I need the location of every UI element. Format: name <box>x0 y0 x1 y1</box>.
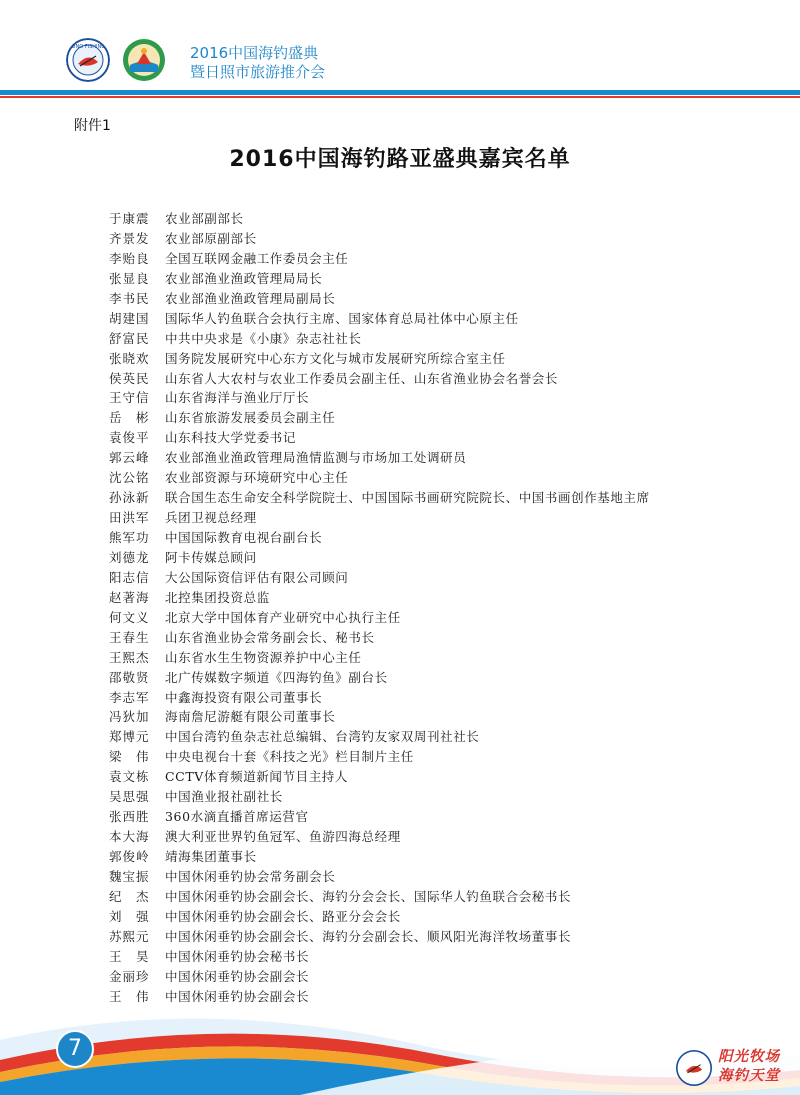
guest-row <box>109 847 749 867</box>
guest-title: 海南詹尼游艇有限公司董事长 <box>165 709 336 725</box>
guest-title: 靖海集团董事长 <box>165 849 257 864</box>
guest-title: 中国休闲垂钓协会副会长 <box>165 968 310 984</box>
guest-name: 吴思强 <box>109 789 150 805</box>
guest-title: 中国休闲垂钓协会秘书长 <box>165 948 310 964</box>
guest-title: 中国渔业报社副社长 <box>165 789 283 805</box>
guest-name: 冯狄加 <box>109 709 150 725</box>
guest-row <box>109 967 749 987</box>
guest-title: 国际华人钓鱼联合会执行主席、国家体育总局社体中心原主任 <box>165 310 519 326</box>
guest-row <box>109 827 749 847</box>
guest-title: 大公国际资信评估有限公司顾问 <box>165 569 349 585</box>
guest-title: 农业部资源与环境研究中心主任 <box>165 470 349 486</box>
guest-row <box>109 688 749 708</box>
page-header <box>0 0 800 96</box>
guest-row <box>109 229 749 249</box>
guest-title: 中鑫海投资有限公司董事长 <box>165 689 323 705</box>
guest-title: 中国休闲垂钓协会副会长、海钓分会会长、国际华人钓鱼联合会秘书长 <box>165 888 572 904</box>
guest-name: 刘 强 <box>109 908 150 924</box>
guest-title: 澳大利亚世界钓鱼冠军、鱼游四海总经理 <box>165 829 401 845</box>
guest-name: 王 昊 <box>109 948 150 964</box>
guest-name: 王熙杰 <box>109 649 150 665</box>
guest-row <box>109 448 749 468</box>
guest-name: 刘德龙 <box>109 549 150 565</box>
guest-name: 李贻良 <box>109 250 150 266</box>
guest-title: 农业部原副部长 <box>165 230 257 246</box>
guest-title: CCTV体育频道新闻节目主持人 <box>165 769 348 785</box>
guest-title: 中共中央求是《小康》杂志社社长 <box>165 330 362 346</box>
guest-row <box>109 528 749 548</box>
guest-title: 全国互联网金融工作委员会主任 <box>165 250 349 266</box>
guest-name: 李书民 <box>109 290 150 306</box>
guest-title: 360水滴直播首席运营官 <box>165 809 309 825</box>
guest-name: 张显良 <box>109 270 150 286</box>
guest-title: 农业部渔业渔政管理局副局长 <box>165 290 336 306</box>
guest-name: 纪 杰 <box>109 888 150 904</box>
guest-row <box>109 887 749 907</box>
guest-title: 中国台湾钓鱼杂志社总编辑、台湾钓友家双周刊社社长 <box>165 729 480 745</box>
header-divider-blue <box>0 90 800 95</box>
sino-fishing-logo <box>66 38 110 82</box>
guest-row <box>109 727 749 747</box>
document-title: 2016中国海钓路亚盛典嘉宾名单 <box>229 147 571 172</box>
guest-name: 魏宝振 <box>109 868 150 884</box>
header-divider-red <box>0 96 800 98</box>
guest-row <box>109 648 749 668</box>
guest-row <box>109 408 749 428</box>
guest-title: 北京大学中国体育产业研究中心执行主任 <box>165 609 401 625</box>
logo-text: SINO FISHING <box>70 44 106 50</box>
guest-title: 联合国生态生命安全科学院院士、中国国际书画研究院院长、中国书画创作基地主席 <box>165 490 650 506</box>
guest-title: 山东省海洋与渔业厅厅长 <box>165 390 310 406</box>
page-number-badge: 7 <box>56 1030 94 1068</box>
guest-name: 袁俊平 <box>109 430 150 446</box>
guest-title: 中央电视台十套《科技之光》栏目制片主任 <box>165 749 414 765</box>
guest-name: 田洪军 <box>109 510 150 526</box>
guest-name: 张西胜 <box>109 809 150 825</box>
guest-row <box>109 369 749 389</box>
rizhao-tourism-logo <box>122 38 166 82</box>
guest-name: 赵著海 <box>109 589 150 605</box>
guest-row <box>109 628 749 648</box>
guest-name: 郭俊岭 <box>109 849 150 864</box>
guest-row <box>109 867 749 887</box>
guest-row <box>109 608 749 628</box>
guest-title: 农业部副部长 <box>165 211 244 226</box>
guest-name: 郑博元 <box>109 729 150 745</box>
guest-row <box>109 807 749 827</box>
guest-row <box>109 388 749 408</box>
guest-row <box>109 707 749 727</box>
event-title <box>190 44 325 82</box>
guest-row <box>109 468 749 488</box>
guest-row <box>109 767 749 787</box>
guest-title: 阿卡传媒总顾问 <box>165 549 257 565</box>
guest-row <box>109 508 749 528</box>
guest-row <box>109 907 749 927</box>
guest-title: 山东省人大农村与农业工作委员会副主任、山东省渔业协会名誉会长 <box>165 370 559 386</box>
event-title-line1: 2016中国海钓盛典 <box>190 44 319 62</box>
guest-title: 北广传媒数字频道《四海钓鱼》副台长 <box>165 669 388 685</box>
attachment-label: 附件1 <box>74 118 111 134</box>
guest-name: 王春生 <box>109 629 150 645</box>
guest-row <box>109 349 749 369</box>
guest-name: 王 伟 <box>109 988 150 1004</box>
guest-row <box>109 668 749 688</box>
guest-title: 中国休闲垂钓协会副会长、路亚分会会长 <box>165 908 401 924</box>
guest-row <box>109 787 749 807</box>
guest-row <box>109 269 749 289</box>
guest-name: 金丽珍 <box>109 968 150 984</box>
guest-name: 齐景发 <box>109 230 150 246</box>
guest-name: 苏熙元 <box>109 928 150 944</box>
guest-name: 梁 伟 <box>109 749 150 765</box>
guest-name: 舒富民 <box>109 330 150 346</box>
guest-name: 本大海 <box>109 829 150 845</box>
guest-name: 何文义 <box>109 609 150 625</box>
footer-fishing-logo <box>676 1050 712 1086</box>
guest-title: 山东科技大学党委书记 <box>165 430 297 446</box>
guest-title: 中国休闲垂钓协会常务副会长 <box>165 868 336 884</box>
guest-title: 农业部渔业渔政管理局渔情监测与市场加工处调研员 <box>165 450 467 466</box>
guest-row <box>109 488 749 508</box>
guest-row <box>109 568 749 588</box>
guest-name: 邵敬贤 <box>109 669 150 685</box>
guest-name: 孙泳新 <box>109 490 150 506</box>
guest-name: 岳 彬 <box>109 410 150 426</box>
guest-name: 阳志信 <box>109 569 150 585</box>
guest-name: 熊军功 <box>109 530 150 545</box>
guest-title: 山东省旅游发展委员会副主任 <box>165 410 336 426</box>
guest-row <box>109 927 749 947</box>
guest-row <box>109 428 749 448</box>
guest-row <box>109 309 749 329</box>
guest-name: 侯英民 <box>109 370 150 386</box>
guest-name: 胡建国 <box>109 310 150 326</box>
guest-name: 于康震 <box>109 211 150 226</box>
guest-title: 农业部渔业渔政管理局局长 <box>165 270 323 286</box>
slogan-line2: 海钓天堂 <box>718 1067 780 1084</box>
guest-name: 李志军 <box>109 689 150 705</box>
guest-row <box>109 588 749 608</box>
guest-title: 山东省渔业协会常务副会长、秘书长 <box>165 629 375 645</box>
slogan-line1: 阳光牧场 <box>718 1048 780 1065</box>
guest-title: 中国休闲垂钓协会副会长、海钓分会副会长、顺风阳光海洋牧场董事长 <box>165 928 572 944</box>
guest-name: 张晓欢 <box>109 350 150 366</box>
guest-row <box>109 289 749 309</box>
guest-row <box>109 329 749 349</box>
guest-row <box>109 548 749 568</box>
footer-slogan <box>718 1047 780 1085</box>
guest-title: 北控集团投资总监 <box>165 589 270 605</box>
guest-row <box>109 249 749 269</box>
guest-row <box>109 209 749 229</box>
guest-row <box>109 947 749 967</box>
guest-title: 中国休闲垂钓协会副会长 <box>165 988 310 1004</box>
guest-list <box>109 209 749 1007</box>
guest-name: 王守信 <box>109 390 150 406</box>
guest-name: 沈公铭 <box>109 470 150 486</box>
guest-row <box>109 747 749 767</box>
guest-name: 郭云峰 <box>109 450 150 466</box>
guest-title: 兵团卫视总经理 <box>165 510 257 526</box>
guest-title: 中国国际教育电视台副台长 <box>165 530 323 545</box>
guest-title: 山东省水生生物资源养护中心主任 <box>165 649 362 665</box>
guest-title: 国务院发展研究中心东方文化与城市发展研究所综合室主任 <box>165 350 506 366</box>
event-title-line2: 暨日照市旅游推介会 <box>190 63 326 81</box>
guest-name: 袁文栋 <box>109 769 150 785</box>
